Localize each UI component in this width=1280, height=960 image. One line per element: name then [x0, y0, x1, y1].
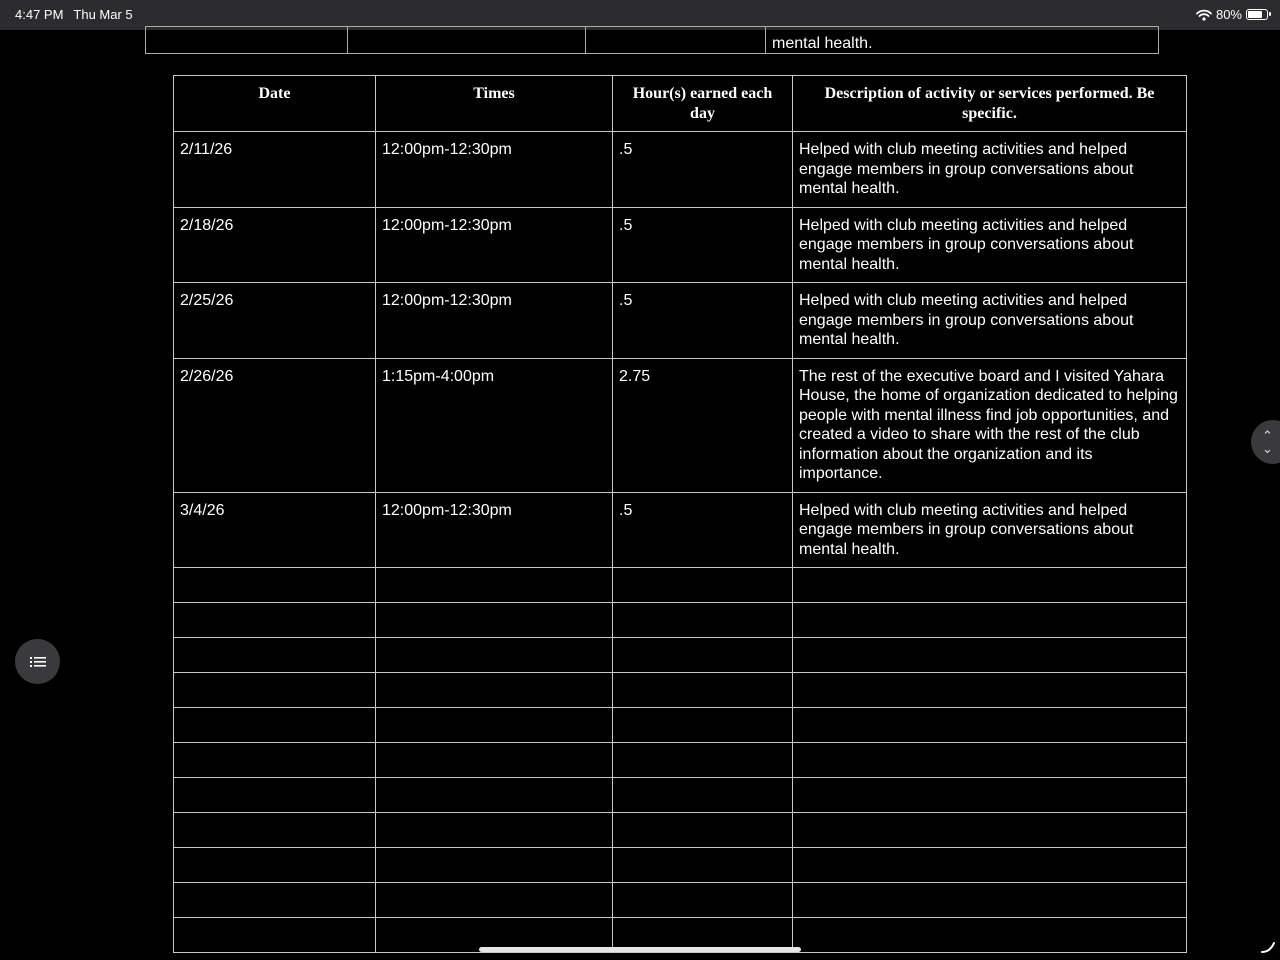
empty-row — [174, 848, 1187, 883]
table-row — [174, 207, 1187, 283]
empty-cell — [174, 673, 376, 708]
empty-cell — [174, 813, 376, 848]
table-row — [174, 283, 1187, 359]
battery-icon — [1246, 9, 1268, 20]
empty-cell — [793, 918, 1187, 953]
times-cell: 12:00pm-12:30pm — [376, 283, 613, 359]
empty-cell — [793, 813, 1187, 848]
empty-cell — [174, 883, 376, 918]
empty-cell — [376, 638, 613, 673]
empty-cell — [613, 778, 793, 813]
battery-level — [1248, 11, 1262, 18]
empty-cell — [613, 673, 793, 708]
header-date: Date — [174, 76, 376, 132]
hours-cell: .5 — [613, 492, 793, 568]
empty-cell — [376, 568, 613, 603]
date-cell: 2/11/26 — [174, 132, 376, 208]
empty-cell — [376, 743, 613, 778]
empty-row — [174, 778, 1187, 813]
empty-row — [174, 708, 1187, 743]
table-row — [174, 492, 1187, 568]
table-cell — [348, 27, 586, 54]
chevron-down-icon: ⌄ — [1262, 441, 1273, 456]
empty-row — [174, 813, 1187, 848]
table-row — [146, 27, 1159, 54]
battery-percent: 80% — [1215, 7, 1242, 22]
empty-cell — [174, 918, 376, 953]
scroll-handle-button[interactable] — [1251, 420, 1280, 464]
date-cell: 2/25/26 — [174, 283, 376, 359]
empty-cell — [793, 883, 1187, 918]
empty-cell — [174, 778, 376, 813]
list-icon — [30, 656, 46, 668]
empty-cell — [376, 813, 613, 848]
empty-cell — [613, 883, 793, 918]
hours-cell: .5 — [613, 283, 793, 359]
description-cell: Helped with club meeting activities and helped engage members in group conversations about mental health. — [793, 207, 1187, 283]
empty-row — [174, 638, 1187, 673]
description-cell: mental health. — [766, 27, 1159, 54]
empty-row — [174, 673, 1187, 708]
previous-table-fragment — [145, 26, 1159, 54]
description-cell: Helped with club meeting activities and helped engage members in group conversations about mental health. — [793, 283, 1187, 359]
empty-cell — [613, 568, 793, 603]
times-cell: 12:00pm-12:30pm — [376, 207, 613, 283]
empty-cell — [613, 743, 793, 778]
empty-row — [174, 568, 1187, 603]
status-time: 4:47 PM — [15, 7, 64, 22]
table-cell — [146, 27, 348, 54]
empty-cell — [613, 708, 793, 743]
table-row — [174, 132, 1187, 208]
outline-button[interactable] — [15, 639, 60, 684]
times-cell: 12:00pm-12:30pm — [376, 132, 613, 208]
home-indicator[interactable] — [479, 947, 801, 952]
empty-cell — [793, 603, 1187, 638]
times-cell: 1:15pm-4:00pm — [376, 358, 613, 492]
date-cell: 2/18/26 — [174, 207, 376, 283]
empty-cell — [376, 883, 613, 918]
empty-cell — [613, 848, 793, 883]
times-cell: 12:00pm-12:30pm — [376, 492, 613, 568]
description-cell: The rest of the executive board and I visited Yahara House, the home of organization dedicated to helping people with mental illness find job opportunities, and created a video to share with the rest of the club information about the organization and its importance. — [793, 358, 1187, 492]
empty-cell — [376, 603, 613, 638]
date-cell: 2/26/26 — [174, 358, 376, 492]
empty-cell — [174, 708, 376, 743]
empty-cell — [174, 568, 376, 603]
hours-cell: 2.75 — [613, 358, 793, 492]
wifi-icon — [1196, 9, 1212, 21]
empty-row — [174, 743, 1187, 778]
empty-cell — [613, 603, 793, 638]
empty-cell — [376, 778, 613, 813]
empty-cell — [174, 848, 376, 883]
empty-cell — [174, 638, 376, 673]
empty-cell — [376, 848, 613, 883]
empty-cell — [793, 568, 1187, 603]
empty-cell — [376, 673, 613, 708]
chevron-up-icon: ⌃ — [1262, 428, 1273, 443]
empty-cell — [174, 743, 376, 778]
status-date: Thu Mar 5 — [73, 7, 133, 22]
empty-cell — [793, 673, 1187, 708]
empty-row — [174, 603, 1187, 638]
header-times: Times — [376, 76, 613, 132]
table-row — [174, 358, 1187, 492]
pencil-corner-icon[interactable] — [1260, 938, 1276, 954]
empty-cell — [376, 708, 613, 743]
empty-cell — [174, 603, 376, 638]
empty-cell — [793, 708, 1187, 743]
table-cell — [586, 27, 766, 54]
empty-cell — [793, 743, 1187, 778]
empty-cell — [613, 813, 793, 848]
hours-cell: .5 — [613, 132, 793, 208]
description-cell: Helped with club meeting activities and helped engage members in group conversations about mental health. — [793, 132, 1187, 208]
service-log-table — [173, 75, 1187, 953]
date-cell: 3/4/26 — [174, 492, 376, 568]
header-hours: Hour(s) earned each day — [613, 76, 793, 132]
header-description: Description of activity or services performed. Be specific. — [793, 76, 1187, 132]
empty-cell — [793, 778, 1187, 813]
empty-cell — [613, 638, 793, 673]
description-cell: Helped with club meeting activities and helped engage members in group conversations about mental health. — [793, 492, 1187, 568]
hours-cell: .5 — [613, 207, 793, 283]
empty-row — [174, 883, 1187, 918]
empty-cell — [793, 848, 1187, 883]
header-row — [174, 76, 1187, 132]
empty-cell — [793, 638, 1187, 673]
